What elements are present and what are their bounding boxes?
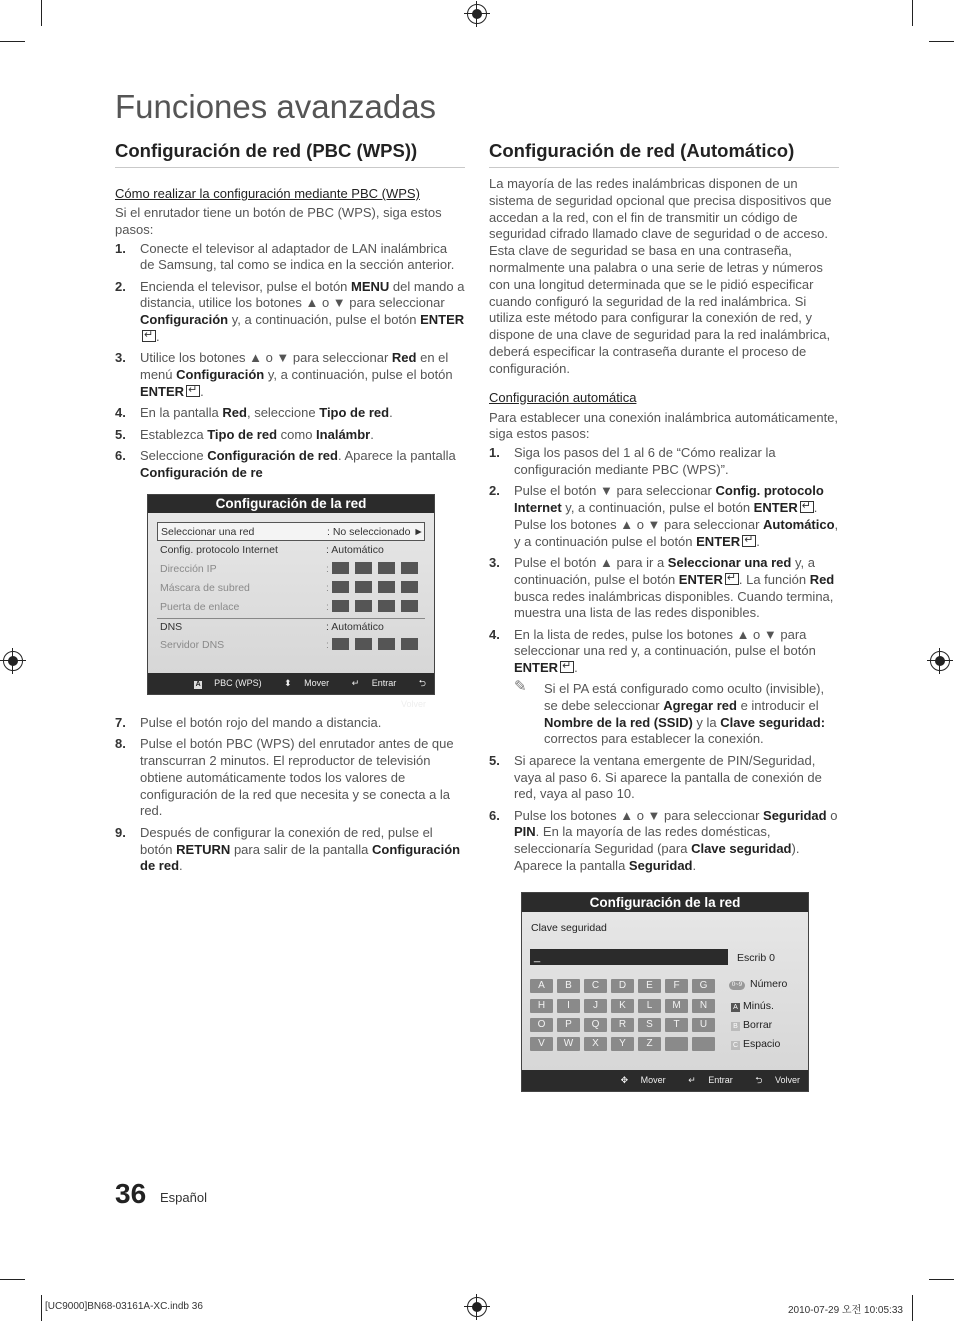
key-d[interactable]: D xyxy=(611,979,634,993)
enter-icon xyxy=(560,661,574,673)
key-blank[interactable] xyxy=(692,1037,715,1051)
subsection-heading: Configuración automática xyxy=(489,389,637,405)
crop-mark xyxy=(929,1279,954,1280)
enter-icon xyxy=(186,385,200,397)
screen-footer: A PBC (WPS) ⬍ Mover ↵ Entrar ⮌ Volver xyxy=(148,673,434,694)
key-h[interactable]: H xyxy=(530,999,553,1013)
menu-row-subnet: Máscara de subred : xyxy=(157,579,425,598)
lowercase-option[interactable]: A Minús. xyxy=(731,1000,774,1012)
security-key-label: Clave seguridad xyxy=(531,922,607,934)
left-column xyxy=(115,140,465,486)
b-key-icon: B xyxy=(731,1022,740,1031)
subsection-heading: Cómo realizar la configuración mediante PBC (WPS) xyxy=(115,186,420,201)
right-column xyxy=(489,140,839,879)
key-r[interactable]: R xyxy=(611,1018,634,1032)
steps-list xyxy=(115,241,465,482)
return-icon: ⮌ xyxy=(418,678,426,688)
key-j[interactable]: J xyxy=(584,999,607,1013)
key-q[interactable]: Q xyxy=(584,1018,607,1032)
registration-mark-icon xyxy=(467,4,487,24)
key-f[interactable]: F xyxy=(665,979,688,993)
pencil-note-icon: ✎ xyxy=(514,678,527,696)
list-item: 3. Utilice los botones ▲ o ▼ para seleccionar Red en el menú Configuración y, a continuación, pulse el botón ENTER↵ . xyxy=(115,350,465,400)
network-settings-screen xyxy=(147,494,435,709)
delete-option[interactable]: B Borrar xyxy=(731,1019,772,1031)
language-label: Español xyxy=(160,1190,207,1205)
key-w[interactable]: W xyxy=(557,1037,580,1051)
section-heading: Configuración de red (PBC (WPS)) xyxy=(115,140,465,168)
key-a[interactable]: A xyxy=(530,979,553,993)
file-info: [UC9000]BN68-03161A-XC.indb 36 xyxy=(45,1301,203,1312)
steps-list xyxy=(115,715,465,875)
menu-row-select-network[interactable]: Seleccionar una red : No seleccionado ► xyxy=(157,522,425,541)
crop-mark xyxy=(912,0,913,26)
registration-mark-icon xyxy=(3,651,23,671)
number-key-icon: 0~9 xyxy=(729,981,745,990)
crop-mark xyxy=(912,1295,913,1321)
list-item: 4. En la lista de redes, pulse los botones ▲ o ▼ para seleccionar una red y, a continuación, pulse el botón ENTER↵ . ✎ Si el PA está configurado como oculto (invisible), se debe seleccionar Agregar red e introducir el Nombre de la red (SSID) y la Clave seguridad: correctos para establecer la conexión. xyxy=(489,627,839,749)
crop-mark xyxy=(929,41,954,42)
list-item: 6. Pulse los botones ▲ o ▼ para seleccionar Seguridad o PIN. En la mayoría de las redes domésticas, seleccionaría Seguridad (para Clave seguridad). Aparece la pantalla Seguridad. xyxy=(489,807,838,873)
list-item: 5. Establezca Tipo de red como Inalámbr. xyxy=(115,426,374,442)
intro-text: La mayoría de las redes inalámbricas disponen de un sistema de seguridad opcional que precisa dispositivos que accedan a la red, con el fin de transmitir un código de seguridad cifrado llamado clave de seguridad o de acceso. Esta clave de seguridad se basa en una contraseña, normalmente una palabra o una serie de letras y números con una longitud determinada que se le pidió especificar cuando configuró la seguridad de la red inalámbrica. Si utiliza este método para configurar la conexión de red, y dispone de una clave de seguridad para la red inalámbrica, deberá especificar la contraseña durante el proceso de configuración. xyxy=(489,176,832,376)
menu-row-dns[interactable]: DNS : Automático xyxy=(160,621,384,633)
enter-icon xyxy=(142,330,156,342)
screen-footer: ✥ Mover ↵ Entrar ⮌ Volver xyxy=(522,1070,808,1091)
key-o[interactable]: O xyxy=(530,1018,553,1032)
key-x[interactable]: X xyxy=(584,1037,607,1051)
list-item: 1. Conecte el televisor al adaptador de LAN inalámbrica de Samsung, tal como se indica en la sección anterior. xyxy=(115,240,455,273)
key-m[interactable]: M xyxy=(665,999,688,1013)
a-key-icon: A xyxy=(731,1003,740,1012)
registration-mark-icon xyxy=(930,651,950,671)
intro-text: Para establecer una conexión inalámbrica automáticamente, siga estos pasos: xyxy=(489,409,839,442)
list-item: 1. Siga los pasos del 1 al 6 de “Cómo realizar la configuración mediante PBC (WPS)”. xyxy=(489,445,776,477)
page-title: Funciones avanzadas xyxy=(115,88,437,125)
steps-list xyxy=(489,445,839,875)
print-date: 2010-07-29 오전 10:05:33 xyxy=(788,1305,903,1316)
menu-row-ip-address: Dirección IP : xyxy=(157,560,425,579)
list-item: 2. Pulse el botón ▼ para seleccionar Config. protocolo Internet y, a continuación, pulse el botón ENTER↵ . Pulse los botones ▲ o ▼ para seleccionar Automático, y a continuación pulse el botón ENTER↵ . xyxy=(489,483,839,550)
enter-icon xyxy=(725,573,739,585)
crop-mark xyxy=(0,1279,25,1280)
number-option[interactable]: 0~9 Número xyxy=(729,978,787,990)
registration-mark-icon xyxy=(467,1297,487,1317)
list-item: 5. Si aparece la ventana emergente de PIN/Seguridad, vaya al paso 6. Si aparece la pantalla de conexión de red, vaya al paso 10. xyxy=(489,752,822,802)
key-g[interactable]: G xyxy=(692,979,715,993)
key-v[interactable]: V xyxy=(530,1037,553,1051)
menu-row-ip-protocol[interactable]: Config. protocolo Internet : Automático xyxy=(160,544,384,556)
security-key-screen xyxy=(521,892,809,1092)
space-option[interactable]: C Espacio xyxy=(732,1038,781,1050)
screen-title: Configuración de la red xyxy=(522,893,808,912)
intro-text: Si el enrutador tiene un botón de PBC (WPS), siga estos pasos: xyxy=(115,205,442,237)
list-item: 2. Encienda el televisor, pulse el botón MENU del mando a distancia, utilice los botones ▲ o ▼ para seleccionar Configuración y, a continuación, pulse el botón ENTER↵. xyxy=(115,279,465,346)
menu-row-gateway: Puerta de enlace : xyxy=(157,598,425,617)
updown-icon: ⬍ xyxy=(284,678,295,688)
enter-icon: ↵ xyxy=(351,678,362,688)
key-l[interactable]: L xyxy=(638,999,661,1013)
list-item: 7. Pulse el botón rojo del mando a distancia. xyxy=(115,715,382,730)
left-column-continued xyxy=(115,715,465,880)
enter-icon xyxy=(742,535,756,547)
return-icon: ⮌ xyxy=(755,1075,765,1085)
screen-title: Configuración de la red xyxy=(148,495,434,513)
key-t[interactable]: T xyxy=(665,1018,688,1032)
list-item: 9. Después de configurar la conexión de red, pulse el botón RETURN para salir de la pantalla Configuración de red. xyxy=(115,824,461,874)
section-heading: Configuración de red (Automático) xyxy=(489,140,839,168)
key-z[interactable]: Z xyxy=(638,1037,661,1051)
key-s[interactable]: S xyxy=(638,1018,661,1032)
key-y[interactable]: Y xyxy=(611,1037,634,1051)
list-item: 6. Seleccione Configuración de red. Aparece la pantalla Configuración de re xyxy=(115,447,456,480)
key-u[interactable]: U xyxy=(692,1018,715,1032)
key-c[interactable]: C xyxy=(584,979,607,993)
c-key-icon: C xyxy=(732,1042,739,1049)
list-item: 8. Pulse el botón PBC (WPS) del enrutador antes de que transcurran 2 minutos. El reproductor de televisión obtiene automáticamente todos los valores de configuración de la red que necesita y se conecta a la red. xyxy=(115,736,454,819)
list-item: 3. Pulse el botón ▲ para ir a Seleccionar una red y, a continuación, pulse el botón ENTER↵ . La función Red busca redes inalámbricas disponibles. Cuando termina, muestra una lista de las redes disponibles. xyxy=(489,555,839,622)
enter-icon xyxy=(800,501,814,513)
menu-row-dns-server: Servidor DNS : xyxy=(157,636,425,655)
key-b[interactable]: B xyxy=(557,979,580,993)
list-item: 4. En la pantalla Red, seleccione Tipo de red. xyxy=(115,405,393,421)
key-blank[interactable] xyxy=(665,1037,688,1051)
move-icon: ✥ xyxy=(620,1075,631,1085)
page-number: 36 xyxy=(115,1178,147,1209)
enter-icon: ↵ xyxy=(688,1075,699,1085)
crop-mark xyxy=(41,0,42,26)
key-i[interactable]: I xyxy=(557,999,580,1013)
crop-mark xyxy=(0,41,25,42)
security-key-input[interactable]: _ xyxy=(530,949,728,965)
key-e[interactable]: E xyxy=(638,979,661,993)
crop-mark xyxy=(41,1295,42,1321)
key-k[interactable]: K xyxy=(611,999,634,1013)
key-p[interactable]: P xyxy=(557,1018,580,1032)
key-n[interactable]: N xyxy=(692,999,715,1013)
char-count: Escrib 0 xyxy=(737,952,775,964)
note: ✎ Si el PA está configurado como oculto (invisible), se debe seleccionar Agregar red e introducir el Nombre de la red (SSID) y la Clave seguridad: correctos para establecer la conexión. xyxy=(514,678,826,747)
